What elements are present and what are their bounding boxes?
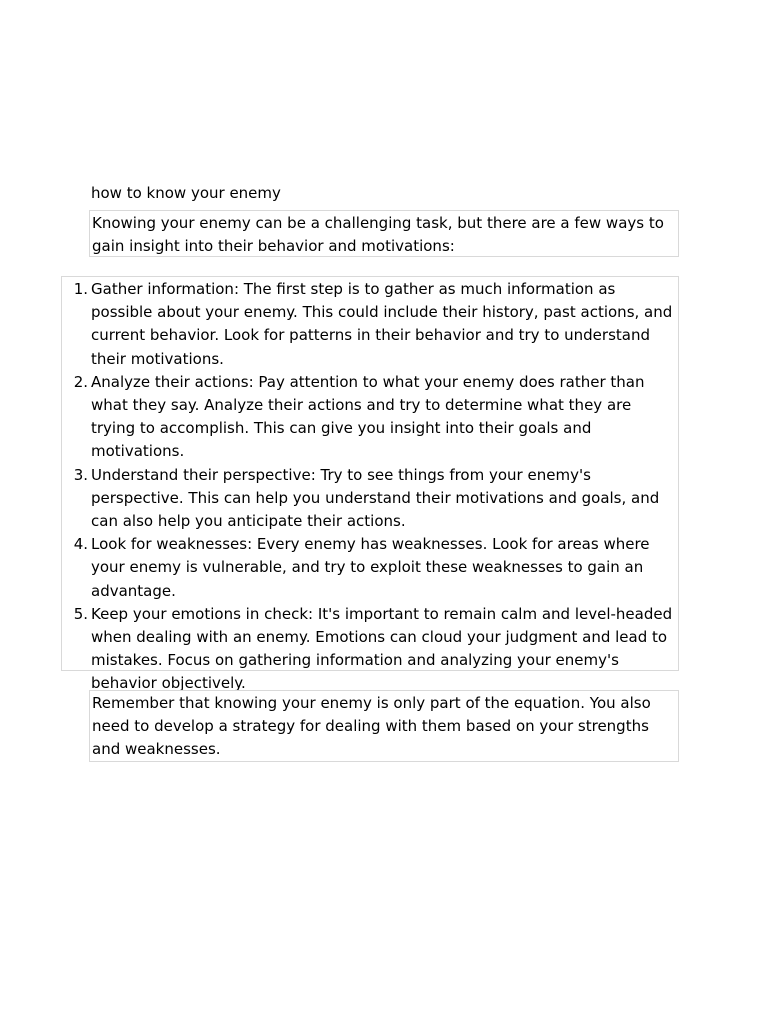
list-item-number: 3. xyxy=(73,465,88,484)
list-item xyxy=(62,603,678,696)
list-item-number: 2. xyxy=(73,372,88,391)
list-item-text: Analyze their actions: Pay attention to what your enemy does rather than what they say. Analyze their actions and try to determine what they are trying to accomplish. This can give you insight into their goals and motivations. xyxy=(91,372,645,461)
list-item xyxy=(62,371,678,464)
list-item-text: Keep your emotions in check: It's important to remain calm and level-headed when dealing with an enemy. Emotions can cloud your judgment and lead to mistakes. Focus on gathering information and analyzing your enemy's behavior objectively. xyxy=(91,604,673,693)
list-item xyxy=(62,533,678,603)
list-item-number: 1. xyxy=(73,280,88,298)
intro-paragraph: Knowing your enemy can be a challenging task, but there are a few ways to gain insight into their behavior and motivations: xyxy=(89,210,679,257)
list-item-text: Look for weaknesses: Every enemy has weaknesses. Look for areas where your enemy is vulnerable, and try to exploit these weaknesses to gain an advantage. xyxy=(91,535,650,600)
steps-list xyxy=(62,278,678,696)
steps-list-box xyxy=(61,276,679,693)
list-item-text: Gather information: The first step is to gather as much information as possible about your enemy. This could include their history, past actions, and current behavior. Look for patterns in their behavior and try to understand their motivations. xyxy=(91,280,673,368)
list-item-number: 4. xyxy=(73,535,88,554)
conclusion-paragraph: Remember that knowing your enemy is only part of the equation. You also need to develop a strategy for dealing with them based on your strengths and weaknesses. xyxy=(89,690,679,762)
list-item-text: Understand their perspective: Try to see things from your enemy's perspective. This can help you understand their motivations and goals, and can also help you anticipate their actions. xyxy=(91,465,660,531)
list-item xyxy=(62,278,678,371)
list-item xyxy=(62,464,678,534)
list-item-number: 5. xyxy=(73,604,88,623)
page-title: how to know your enemy xyxy=(91,184,281,202)
